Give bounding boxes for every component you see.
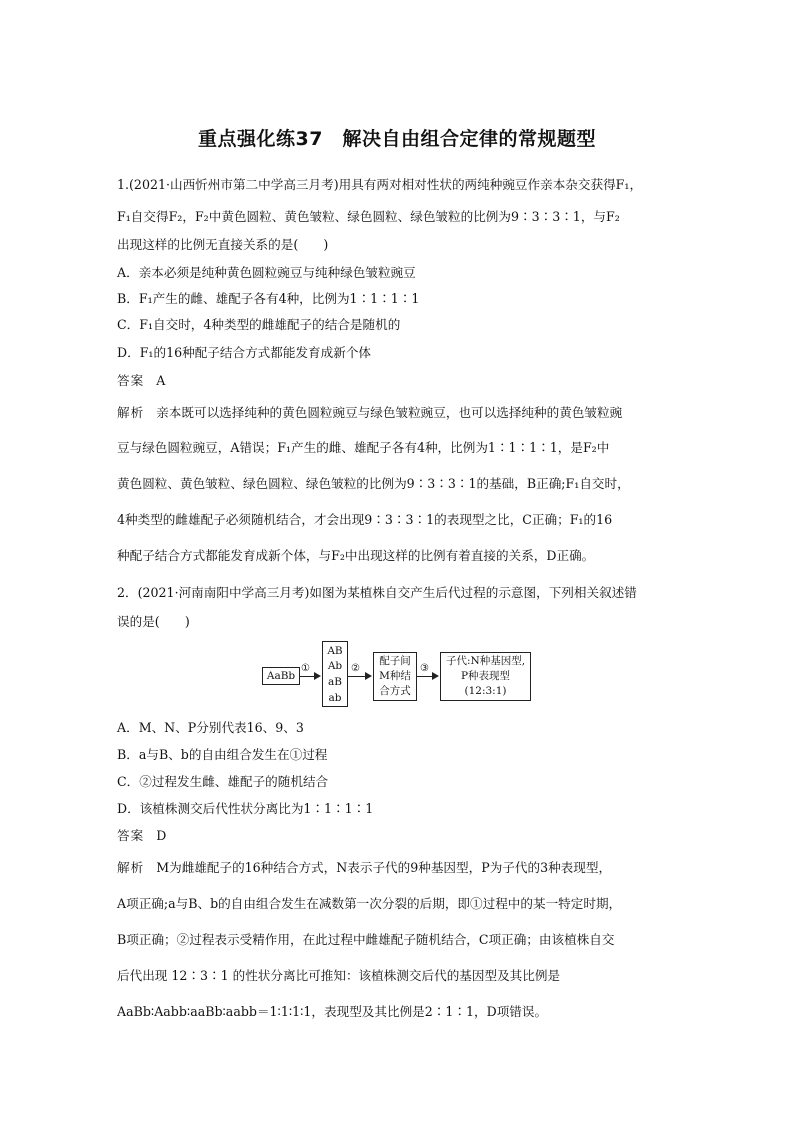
combination-box: [373, 652, 417, 701]
answer-label: 答案: [117, 373, 145, 388]
q2-stem-line-2: 误的是( ): [117, 614, 190, 629]
offspring-line: (12:3:1): [464, 685, 507, 697]
q1-analysis-line-1: [117, 405, 622, 421]
q2-analysis-line-4: 后代出现 12∶3∶1 的性状分离比可推知：该植株测交后代的基因型及其比例是: [117, 968, 561, 983]
step-3-label: ③: [420, 663, 429, 674]
step-2-label: ②: [351, 663, 360, 674]
q1-analysis-line-5: 种配子结合方式都能发育成新个体，与F₂中出现这样的比例有着直接的关系，D正确。: [117, 548, 595, 563]
q2-analysis-line-5: AaBb∶Aabb∶aaBb∶aabb＝1∶1∶1∶1，表现型及其比例是2∶1∶1，D项错误。: [117, 1004, 548, 1019]
q1-answer: [117, 373, 165, 389]
start-genotype-box: [262, 667, 300, 685]
offspring-line: P种表现型: [460, 670, 511, 682]
offspring-line: 子代:N种基因型,: [445, 655, 526, 667]
offspring-box: [440, 652, 531, 701]
gamete: Ab: [327, 660, 343, 672]
gamete: ab: [328, 692, 342, 704]
q1-option-c: C．F₁自交时，4种类型的雌雄配子的结合是随机的: [117, 317, 401, 332]
q1-stem-line-1: 1.(2021·山西忻州市第二中学高三月考)用具有两对相对性状的两纯种豌豆作亲本杂交获得F₁，: [117, 177, 643, 192]
q1-analysis-line-4: 4种类型的雌雄配子必须随机结合，才会出现9∶3∶3∶1的表现型之比，C正确；F₁的16: [117, 512, 613, 527]
q1-analysis-line-3: 黄色圆粒、黄色皱粒、绿色圆粒、绿色皱粒的比例为9∶3∶3∶1的基础，B正确;F₁自交时，: [117, 476, 630, 491]
q1-analysis-line-2: 豆与绿色圆粒豌豆，A错误；F₁产生的雌、雄配子各有4种，比例为1∶1∶1∶1，是F₂中: [117, 440, 610, 455]
combination-line: M种结: [379, 670, 411, 682]
combination-line: 合方式: [379, 685, 411, 697]
gamete: AB: [327, 645, 343, 657]
q2-option-b: B．a与B、b的自由组合发生在①过程: [117, 747, 328, 762]
step-1-label: ①: [301, 663, 310, 674]
gamete: aB: [328, 676, 342, 688]
answer-value: D: [156, 828, 167, 843]
q2-option-d: D．该植株测交后代性状分离比为1∶1∶1∶1: [117, 801, 374, 816]
q1-option-a: A．亲本必须是纯种黄色圆粒豌豆与纯种绿色皱粒豌豆: [117, 265, 416, 280]
answer-label: 答案: [117, 828, 145, 843]
q1-stem-line-2: F₁自交得F₂，F₂中黄色圆粒、黄色皱粒、绿色圆粒、绿色皱粒的比例为9∶3∶3∶1，与F₂: [117, 209, 620, 224]
gametes-box: [322, 641, 348, 707]
q2-option-a: A．M、N、P分别代表16、9、3: [117, 720, 304, 735]
start-genotype: AaBb: [266, 670, 296, 682]
q2-answer: [117, 828, 166, 844]
analysis-text: M为雌雄配子的16种结合方式，N表示子代的9种基因型，P为子代的3种表现型，: [156, 860, 612, 875]
q1-stem-line-3: 出现这样的比例无直接关系的是( ): [117, 237, 329, 252]
q2-stem-line-1: 2．(2021·河南南阳中学高三月考)如图为某植株自交产生后代过程的示意图，下列相关叙述错: [117, 585, 637, 600]
combination-line: 配子间: [379, 655, 411, 667]
q1-option-b: B．F₁产生的雌、雄配子各有4种，比例为1∶1∶1∶1: [117, 291, 420, 306]
analysis-text: 亲本既可以选择纯种的黄色圆粒豌豆与绿色皱粒豌豆，也可以选择纯种的黄色皱粒豌: [156, 405, 623, 420]
page-title: 重点强化练37 解决自由组合定律的常规题型: [198, 128, 596, 150]
answer-value: A: [156, 373, 166, 388]
q2-analysis-line-3: B项正确；②过程表示受精作用，在此过程中雌雄配子随机结合，C项正确；由该植株自交: [117, 932, 615, 947]
q2-option-c: C．②过程发生雌、雄配子的随机结合: [117, 774, 329, 789]
q2-analysis-line-1: [117, 860, 611, 876]
q1-option-d: D．F₁的16种配子结合方式都能发育成新个体: [117, 345, 372, 360]
analysis-label: 解析: [117, 405, 145, 420]
analysis-label: 解析: [117, 860, 145, 875]
q2-analysis-line-2: A项正确;a与B、b的自由组合发生在减数第一次分裂的后期，即①过程中的某一特定时期，: [117, 896, 622, 911]
